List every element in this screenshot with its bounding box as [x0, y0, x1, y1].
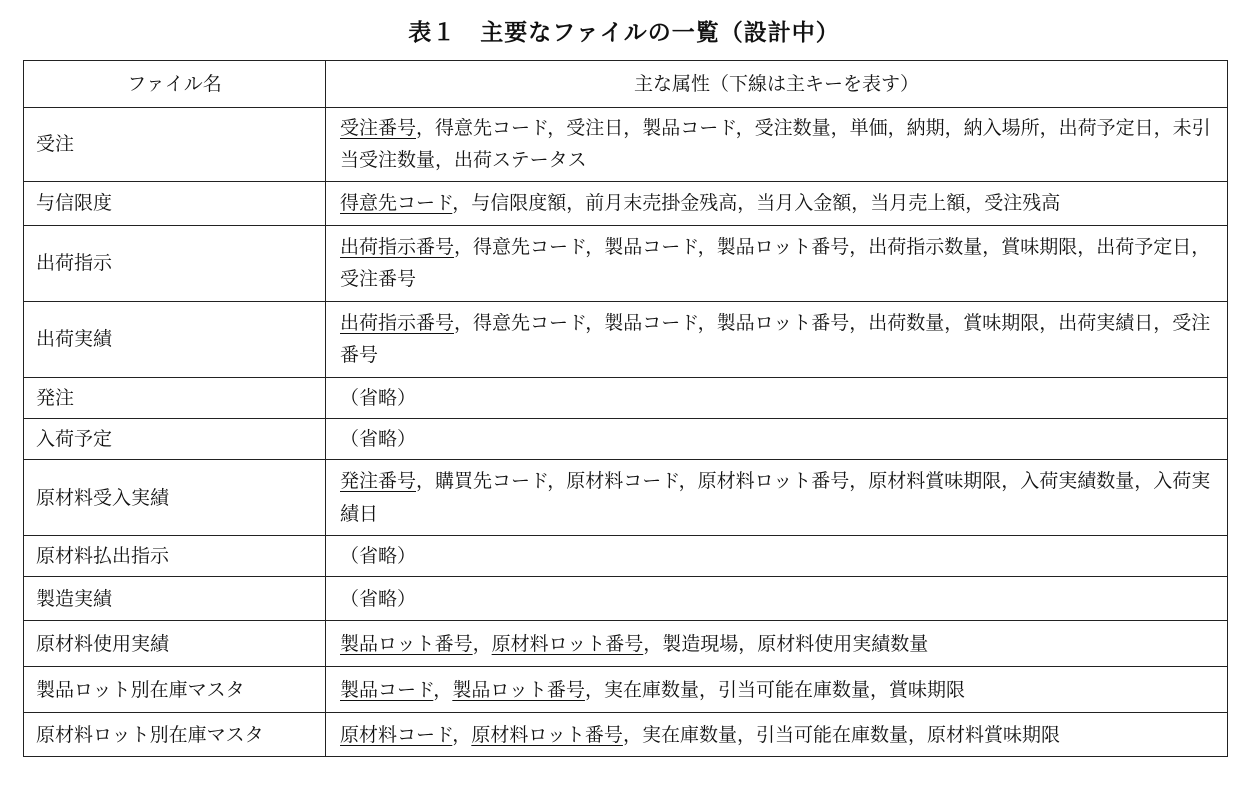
- other-attributes: ，得意先コード，受注日，製品コード，受注数量，単価，納期，納入場所，出荷予定日，未引当受注数量，出荷ステータス: [340, 117, 1211, 172]
- primary-key-attribute: 得意先コード: [340, 191, 453, 214]
- file-name-cell: 原材料使用実績: [24, 621, 326, 667]
- other-attributes: ，与信限度額，前月末売掛金残高，当月入金額，当月売上額，受注残高: [452, 191, 1061, 214]
- other-attributes: ，得意先コード，製品コード，製品ロット番号，出荷指示数量，賞味期限，出荷予定日，受注番号: [340, 235, 1211, 291]
- key-separator: ，: [452, 723, 472, 746]
- key-separator: ，: [433, 678, 453, 701]
- attributes-cell: [326, 460, 1228, 536]
- primary-key-attribute: 出荷指示番号: [340, 235, 455, 258]
- primary-key-attribute: 製品コード: [340, 678, 434, 701]
- table-row: [24, 577, 1228, 621]
- file-name-cell: 製品ロット別在庫マスタ: [24, 667, 326, 713]
- attributes-cell: [326, 418, 1228, 459]
- other-attributes: ，購買先コード，原材料コード，原材料ロット番号，原材料賞味期限，入荷実績数量，入荷実績日: [340, 470, 1211, 525]
- file-name-cell: 入荷予定: [24, 418, 326, 459]
- attributes-cell: [326, 108, 1228, 182]
- primary-key-attribute: 原材料ロット番号: [491, 632, 644, 655]
- other-attributes: ，製造現場，原材料使用実績数量: [643, 632, 929, 655]
- file-name-cell: 発注: [24, 377, 326, 418]
- key-separator: ，: [472, 632, 492, 655]
- other-attributes: ，得意先コード，製品コード，製品ロット番号，出荷数量，賞味期限，出荷実績日，受注番号: [340, 311, 1211, 367]
- table-row: [24, 460, 1228, 536]
- primary-key-attribute: 製品ロット番号: [452, 678, 585, 701]
- attributes-cell: [326, 621, 1228, 667]
- table-row: [24, 181, 1228, 225]
- attributes-cell: [326, 225, 1228, 301]
- other-attributes: （省略）: [340, 545, 417, 568]
- attributes-cell: [326, 667, 1228, 713]
- primary-key-attribute: 出荷指示番号: [340, 311, 455, 334]
- table-row: [24, 377, 1228, 418]
- other-attributes: ，実在庫数量，引当可能在庫数量，賞味期限: [584, 678, 965, 701]
- file-name-cell: 製造実績: [24, 577, 326, 621]
- attributes-cell: [326, 577, 1228, 621]
- file-name-cell: 与信限度: [24, 181, 326, 225]
- table-row: [24, 621, 1228, 667]
- primary-key-attribute: 受注番号: [340, 117, 417, 139]
- table-row: [24, 536, 1228, 577]
- header-file-name: ファイル名: [24, 61, 326, 108]
- other-attributes: （省略）: [340, 386, 417, 409]
- table-row: [24, 301, 1228, 377]
- file-list-table: [23, 60, 1228, 757]
- file-name-cell: 出荷実績: [24, 301, 326, 377]
- table-row: [24, 667, 1228, 713]
- table-row: [24, 225, 1228, 301]
- attributes-cell: [326, 536, 1228, 577]
- file-name-cell: 受注: [24, 108, 326, 182]
- table-row: [24, 418, 1228, 459]
- table-title: 表１ 主要なファイルの一覧（設計中）: [408, 20, 840, 46]
- attributes-cell: [326, 713, 1228, 757]
- attributes-cell: [326, 181, 1228, 225]
- table-row: [24, 713, 1228, 757]
- primary-key-attribute: 原材料ロット番号: [471, 723, 623, 746]
- file-name-cell: 出荷指示: [24, 225, 326, 301]
- attributes-cell: [326, 377, 1228, 418]
- file-name-cell: 原材料受入実績: [24, 460, 326, 536]
- other-attributes: ，実在庫数量，引当可能在庫数量，原材料賞味期限: [622, 723, 1060, 746]
- file-name-cell: 原材料ロット別在庫マスタ: [24, 713, 326, 757]
- table-header-row: [24, 61, 1228, 108]
- primary-key-attribute: 製品ロット番号: [340, 632, 473, 655]
- other-attributes: （省略）: [340, 427, 417, 450]
- file-name-cell: 原材料払出指示: [24, 536, 326, 577]
- other-attributes: （省略）: [340, 587, 417, 610]
- primary-key-attribute: 発注番号: [340, 470, 417, 493]
- header-attributes: 主な属性（下線は主キーを表す）: [326, 61, 1228, 108]
- table-row: [24, 108, 1228, 182]
- primary-key-attribute: 原材料コード: [340, 723, 453, 746]
- attributes-cell: [326, 301, 1228, 377]
